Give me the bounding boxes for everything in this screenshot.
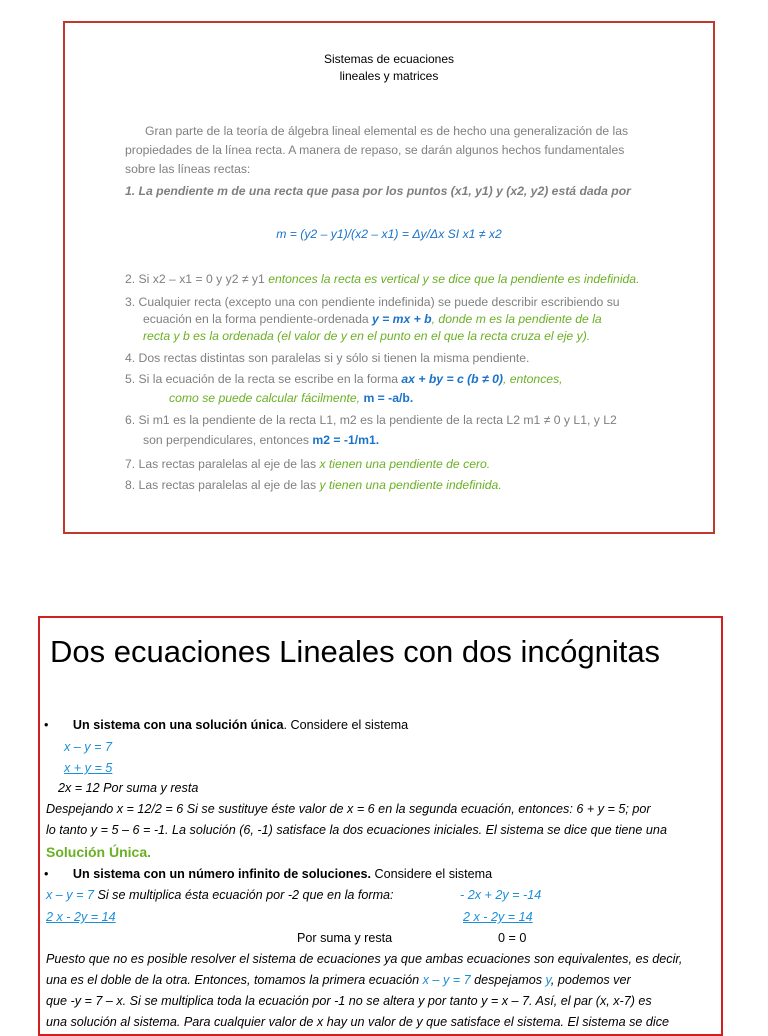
para-despejamos: despejamos [470,973,546,987]
item-8-text: 8. Las rectas paralelas al eje de las [125,478,320,492]
para-line-2-end: , podemos ver [550,973,631,987]
item-5-text: 5. Si la ecuación de la recta se escribe en la forma [125,372,402,386]
title-line-2: lineales y matrices [339,69,439,83]
para-line-2-text: una es el doble de la otra. Entonces, tomamos la primera ecuación [46,973,423,987]
title-line-1: Sistemas de ecuaciones [323,52,455,66]
slide-2-title: Dos ecuaciones Lineales con dos incógnitas [50,634,661,669]
infinite-equation-1b: - 2x + 2y = -14 [460,888,542,902]
item-2 [125,271,685,288]
slope-formula: m = (y2 – y1)/(x2 – x1) = Δy/Δx SI x1 ≠ x2 [276,227,502,241]
item-3-text: ecuación en la forma pendiente-ordenada [143,312,373,326]
infinite-equation-2: 2 x - 2y = 14 [46,910,116,924]
item-5-line-1 [125,371,685,388]
item-6-line-1: 6. Si m1 es la pendiente de la recta L1, m2 es la pendiente de la recta L2 m1 ≠ 0 y L1, y L2 [125,413,617,427]
para-line-1: Puesto que no es posible resolver el sistema de ecuaciones ya que ambas ecuaciones son equivalentes, es decir, [46,952,683,966]
item-1: 1. La pendiente m de una recta que pasa por los puntos (x1, y1) y (x2, y2) está dada por [125,184,631,198]
bullet-2-text: Considere el sistema [371,867,493,881]
para-line-2 [46,972,631,988]
infinite-line-1 [46,887,394,903]
item-8-highlight: y tienen una pendiente indefinida. [319,478,502,492]
bullet-2-bold: Un sistema con un número infinito de soluciones. [72,867,371,881]
item-3-highlight: , donde m es la pendiente de la [431,312,602,326]
item-6-text: son perpendiculares, entonces [143,433,313,447]
para-line-4: una solución al sistema. Para cualquier valor de x hay un valor de y que satisface el sistema. El sistema se dice [46,1015,670,1029]
bullet-1-bold: Un sistema con una solución única [72,718,284,732]
slide-2 [38,616,723,1036]
item-2-text: 2. Si x2 – x1 = 0 y y2 ≠ y1 [125,272,269,286]
slide-1 [63,21,715,534]
bullet-1-text: . Considere el sistema [283,718,409,732]
item-5-line-2-text: como se puede calcular fácilmente, [169,391,364,405]
para-variable: y [545,973,551,987]
item-3-line-1: 3. Cualquier recta (excepto una con pendiente indefinida) se puede describir escribiendo su [125,295,620,309]
item-7 [125,456,685,473]
item-5-highlight: , entonces, [502,372,563,386]
intro-line-3: sobre las líneas rectas: [125,162,251,176]
bullet-2: • Un sistema con un número infinito de soluciones. Considere el sistema [44,867,493,881]
intro-line-1: Gran parte de la teoría de álgebra lineal elemental es de hecho una generalización de las [145,124,629,138]
item-7-highlight: x tienen una pendiente de cero. [319,457,491,471]
item-5-slope: m = -a/b. [363,391,414,405]
infinite-equation-2b: 2 x - 2y = 14 [463,910,533,924]
intro-line-2: propiedades de la línea recta. A manera de repaso, se darán algunos hechos fundamentales [125,143,625,157]
zero-result: 0 = 0 [498,931,527,945]
unique-solution: Solución Única. [46,844,152,860]
infinite-text: Si se multiplica ésta ecuación por -2 que en la forma: [93,888,394,902]
item-4: 4. Dos rectas distintas son paralelas si y sólo si tienen la misma pendiente. [125,351,530,365]
item-5-line-2 [169,390,729,407]
infinite-equation-1: x – y = 7 [46,888,94,902]
para-equation: x – y = 7 [422,973,471,987]
item-2-highlight: entonces la recta es vertical y se dice que la pendiente es indefinida. [268,272,640,286]
bullet-1: • Un sistema con una solución única. Considere el sistema [44,718,409,732]
item-8 [125,477,685,494]
item-3-line-2 [143,311,703,328]
item-6-formula: m2 = -1/m1. [312,433,380,447]
solve-line-2: lo tanto y = 5 – 6 = -1. La solución (6, -1) satisface la dos ecuaciones iniciales. El sistema se dice que tiene una [46,823,667,837]
item-5-formula: ax + by = c (b ≠ 0) [401,372,503,386]
equation-2: x + y = 5 [64,761,113,775]
solve-line-1: Despejando x = 12/2 = 6 Si se sustituye éste valor de x = 6 en la segunda ecuación, entonces: 6 + y = 5; por [46,802,651,816]
equation-1: x – y = 7 [64,740,112,754]
para-line-3: que -y = 7 – x. Si se multiplica toda la ecuación por -1 no se altera y por tanto y = x – 7. Así, el par (x, x-7) es [46,994,652,1008]
sum-line-2: Por suma y resta [297,931,393,945]
item-3-formula: y = mx + b [372,312,432,326]
sum-line: 2x = 12 Por suma y resta [58,781,199,795]
slide-1-title [65,51,713,85]
item-3-line-3: recta y b es la ordenada (el valor de y en el punto en el que la recta cruza el eje y). [143,329,591,343]
item-7-text: 7. Las rectas paralelas al eje de las [125,457,320,471]
item-6-line-2 [143,432,703,449]
